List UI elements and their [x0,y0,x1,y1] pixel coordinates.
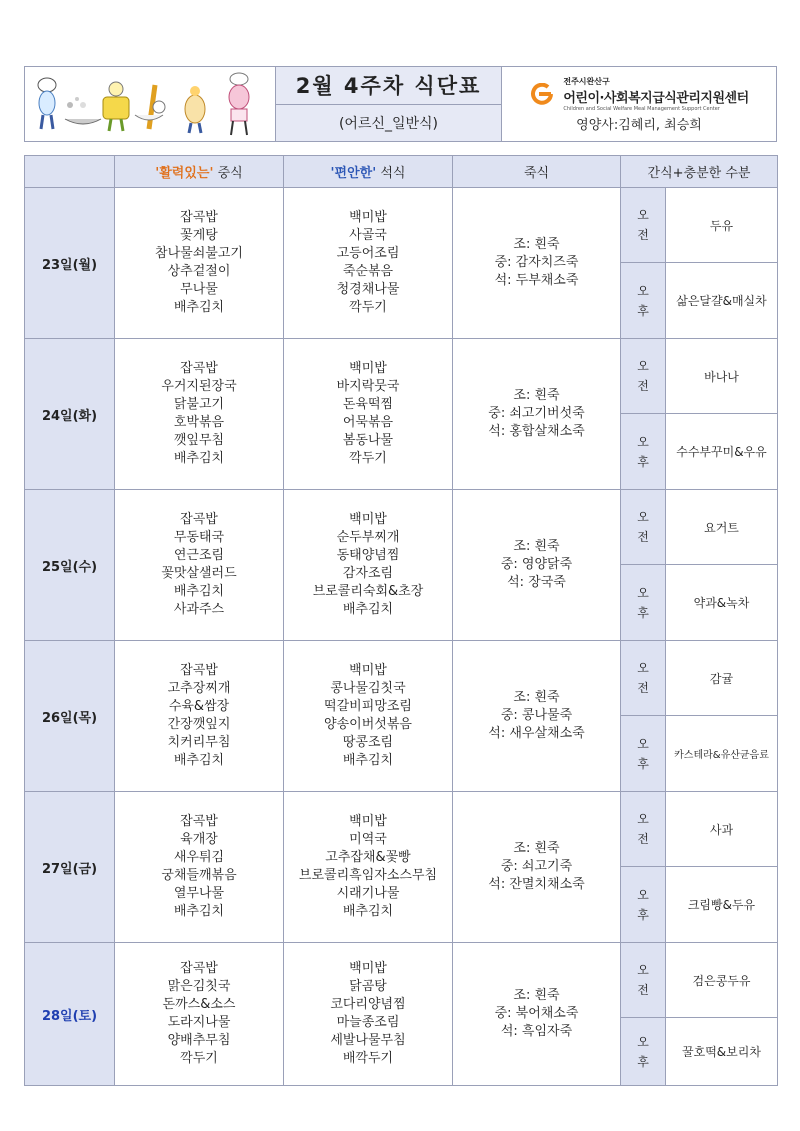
pm-snack: 수수부꾸미&우유 [666,414,778,490]
pm-label-char: 후 [637,454,649,469]
dinner-dish: 깍두기 [349,451,387,466]
dinner-menu-cell [284,943,453,1086]
dinner-menu-cell [284,792,453,943]
lunch-dish: 돈까스&소스 [162,997,236,1012]
am-snack: 두유 [666,188,778,263]
porridge-item: 중: 쇠고기버섯죽 [488,406,585,421]
porridge-item: 중: 영양닭죽 [500,557,573,572]
porridge-item: 석: 흑임자죽 [500,1024,573,1039]
table-row [25,339,778,414]
day-label: 27일(금) [25,792,115,943]
porridge-item: 석: 장국죽 [507,575,566,590]
porridge-item: 중: 북어채소죽 [494,1006,579,1021]
am-label-char: 전 [637,228,649,242]
porridge-item: 조: 흰죽 [513,841,560,856]
menu-header [24,66,777,142]
lunch-dish: 수육&쌈장 [168,699,230,714]
dinner-dish: 브로콜리흑임자소스무침 [298,868,438,883]
lunch-dish: 참나물쇠불고기 [155,246,243,261]
lunch-dish: 우거지된장국 [161,379,237,394]
org-name: 어린이·사회복지급식관리지원센터 [563,90,749,106]
center-logo-icon [529,83,557,105]
am-label-char: 전 [637,681,649,695]
dinner-dish: 고등어조림 [336,246,400,261]
lunch-dish: 잡곡밥 [180,663,218,678]
lunch-dish: 사과주스 [173,602,225,617]
pm-snack: 꿀호떡&보리차 [666,1018,778,1086]
lunch-dish: 치커리무침 [167,735,231,750]
dinner-menu-cell [284,188,453,339]
am-snack: 검은콩두유 [666,943,778,1018]
am-label [621,792,666,867]
dinner-dish: 배추김치 [342,904,394,919]
snack-column-header: 간식+충분한 수분 [621,156,778,188]
lunch-dish: 맑은김칫국 [167,979,231,994]
dinner-dish: 미역국 [349,832,387,847]
dinner-dish: 백미밥 [349,961,387,976]
am-label-char: 전 [637,832,649,846]
am-snack: 바나나 [666,339,778,414]
lunch-dish: 궁채들깨볶음 [161,868,237,883]
am-label [621,943,666,1018]
dinner-dish: 브로콜리숙회&초장 [312,584,424,599]
menu-subtitle: (어르신_일반식) [276,105,501,142]
lunch-dish: 깍두기 [180,1051,218,1066]
am-label-char: 오 [637,661,649,675]
dinner-dish: 사골국 [349,228,387,243]
pm-snack: 카스테라&유산균음료 [666,716,778,792]
pm-snack: 삶은달걀&매실차 [666,263,778,339]
lunch-dish: 잡곡밥 [180,210,218,225]
lunch-dish: 깻잎무침 [173,433,225,448]
am-label [621,490,666,565]
lunch-dish: 호박볶음 [173,415,225,430]
lunch-menu-cell [115,943,284,1086]
am-label [621,339,666,414]
dinner-dish: 어묵볶음 [342,415,394,430]
day-label: 24일(화) [25,339,115,490]
dinner-dish: 시래기나물 [336,886,400,901]
lunch-dish: 육개장 [180,832,218,847]
am-label-char: 전 [637,530,649,544]
am-label-char: 오 [637,359,649,373]
pm-label [621,414,666,490]
porridge-item: 석: 홍합살채소죽 [488,424,585,439]
dinner-dish: 봄동나물 [342,433,394,448]
porridge-item: 석: 새우살채소죽 [488,726,585,741]
dinner-dish: 바지락뭇국 [336,379,400,394]
dinner-menu-cell [284,641,453,792]
lunch-dish: 연근조림 [173,548,225,563]
am-snack: 사과 [666,792,778,867]
am-label [621,188,666,263]
dinner-dish: 땅콩조림 [342,735,394,750]
pm-label-char: 오 [637,434,649,449]
lunch-dish: 잡곡밥 [180,814,218,829]
chef-characters-image [25,67,273,141]
porridge-menu-cell [453,339,621,490]
pm-label [621,565,666,641]
dinner-dish: 배깍두기 [342,1051,394,1066]
dinner-dish: 고추잡채&꽃빵 [325,850,411,865]
dinner-dish: 백미밥 [349,361,387,376]
lunch-dish: 잡곡밥 [180,961,218,976]
porridge-item: 석: 두부채소죽 [494,273,579,288]
lunch-dish: 잡곡밥 [180,512,218,527]
dinner-dish: 세발나물무침 [330,1033,406,1048]
am-label-char: 오 [637,963,649,977]
lunch-dish: 고추장찌개 [167,681,231,696]
table-row [25,943,778,1018]
dinner-dish: 백미밥 [349,512,387,527]
dinner-dish: 백미밥 [349,210,387,225]
lunch-dish: 배추김치 [173,584,225,599]
lunch-dish: 무나물 [180,282,218,297]
pm-label-char: 오 [637,585,649,600]
lunch-dish: 상추겉절이 [167,264,231,279]
pm-label-char: 후 [637,605,649,620]
porridge-item: 조: 흰죽 [513,237,560,252]
am-label-char: 오 [637,208,649,222]
pm-label-char: 오 [637,736,649,751]
dinner-menu-cell [284,339,453,490]
lunch-dish: 배추김치 [173,300,225,315]
lunch-menu-cell [115,490,284,641]
lunch-dish: 도라지나물 [167,1015,231,1030]
porridge-item: 석: 잔멸치채소죽 [488,877,585,892]
day-label: 25일(수) [25,490,115,641]
pm-label [621,867,666,943]
pm-label-char: 후 [637,756,649,771]
table-header-row [25,156,778,188]
porridge-menu-cell [453,188,621,339]
org-logo-row [529,76,748,112]
org-district: 전주시완산구 [563,76,610,86]
title-block [276,67,502,141]
lunch-column-header: '활력있는' 중식 [115,156,284,188]
dinner-dish: 마늘종조림 [336,1015,400,1030]
table-row [25,641,778,716]
lunch-menu-cell [115,339,284,490]
pm-label-char: 오 [637,283,649,298]
lunch-dish: 잡곡밥 [180,361,218,376]
dinner-dish: 동태양념찜 [336,548,400,563]
dinner-dish: 코다리양념찜 [330,997,406,1012]
pm-snack: 크림빵&두유 [666,867,778,943]
pm-label-char: 후 [637,907,649,922]
dinner-dish: 배추김치 [342,753,394,768]
dinner-dish: 닭곰탕 [349,979,387,994]
dinner-dish: 양송이버섯볶음 [324,717,412,732]
dinner-dish: 백미밥 [349,663,387,678]
lunch-menu-cell [115,641,284,792]
dinner-dish: 떡갈비피망조림 [324,699,412,714]
porridge-item: 조: 흰죽 [513,690,560,705]
am-label [621,641,666,716]
table-row [25,490,778,565]
porridge-menu-cell [453,943,621,1086]
lunch-dish: 열무나물 [173,886,225,901]
am-label-char: 전 [637,983,649,997]
dinner-dish: 깍두기 [349,300,387,315]
lunch-dish: 배추김치 [173,753,225,768]
porridge-menu-cell [453,641,621,792]
am-label-char: 오 [637,812,649,826]
lunch-dish: 새우튀김 [173,850,225,865]
porridge-item: 조: 흰죽 [513,539,560,554]
pm-label [621,263,666,339]
org-text [563,76,748,112]
lunch-dish: 양배추무침 [167,1033,231,1048]
am-snack: 요거트 [666,490,778,565]
porridge-column-header: 죽식 [453,156,621,188]
lunch-dish: 간장깻잎지 [167,717,231,732]
dinner-dish: 돈육떡찜 [342,397,394,412]
weekly-menu-table [24,155,778,1086]
porridge-item: 조: 흰죽 [513,988,560,1003]
am-label-char: 오 [637,510,649,524]
table-row [25,188,778,263]
pm-label [621,716,666,792]
lunch-dish: 무동태국 [173,530,225,545]
dinner-dish: 순두부찌개 [336,530,400,545]
lunch-dish: 닭불고기 [173,397,225,412]
dinner-dish: 감자조림 [342,566,394,581]
table-row [25,792,778,867]
dinner-dish: 청경채나물 [336,282,400,297]
day-column-header [25,156,115,188]
pm-label-char: 오 [637,887,649,902]
day-label: 23일(월) [25,188,115,339]
porridge-item: 중: 감자치즈죽 [494,255,579,270]
dinner-dish: 배추김치 [342,602,394,617]
dinner-column-header: '편안한' 석식 [284,156,453,188]
lunch-dish: 배추김치 [173,451,225,466]
day-label: 28일(토) [25,943,115,1086]
lunch-menu-cell [115,792,284,943]
pm-label-char: 오 [637,1034,649,1049]
porridge-item: 조: 흰죽 [513,388,560,403]
org-english-name: Children and Social Welfare Meal Management Support Center [563,105,720,112]
pm-label-char: 후 [637,303,649,318]
am-snack: 감귤 [666,641,778,716]
dinner-dish: 죽순볶음 [342,264,394,279]
pm-snack: 약과&녹차 [666,565,778,641]
lunch-dish: 꽃맛살샐러드 [161,566,237,581]
pm-label-char: 후 [637,1054,649,1069]
dinner-dish: 콩나물김칫국 [330,681,406,696]
porridge-item: 중: 콩나물죽 [500,708,573,723]
dinner-dish: 백미밥 [349,814,387,829]
lunch-menu-cell [115,188,284,339]
lunch-dish: 꽃게탕 [180,228,218,243]
day-label: 26일(목) [25,641,115,792]
pm-label [621,1018,666,1086]
chef-illustration [25,67,276,141]
porridge-menu-cell [453,792,621,943]
am-label-char: 전 [637,379,649,393]
porridge-item: 중: 쇠고기죽 [500,859,573,874]
dinner-menu-cell [284,490,453,641]
lunch-dish: 배추김치 [173,904,225,919]
nutritionist-names: 영양사:김혜리, 최승희 [576,117,702,133]
porridge-menu-cell [453,490,621,641]
menu-title: 2월 4주차 식단표 [276,67,501,105]
organization-block [502,67,776,141]
